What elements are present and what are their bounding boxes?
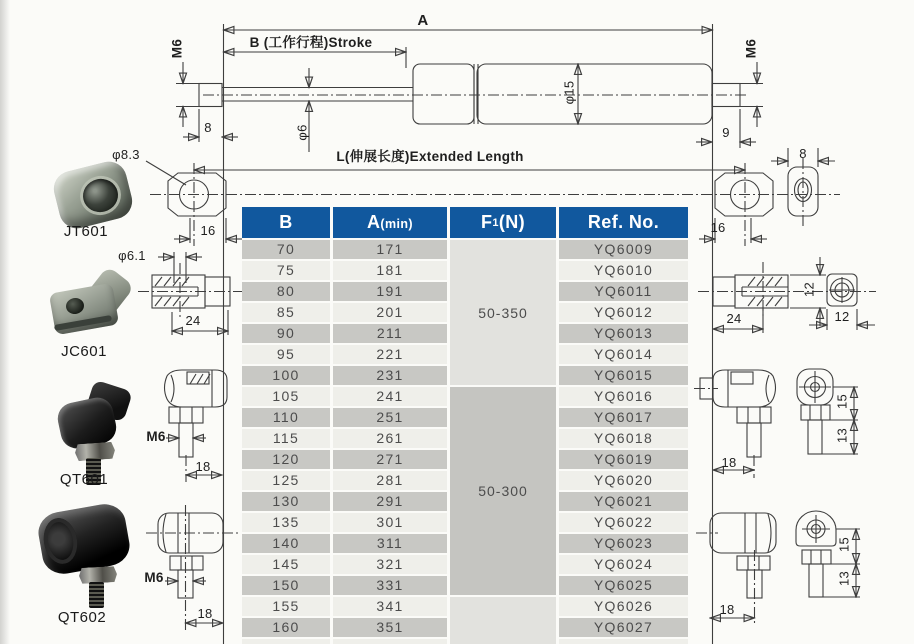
cell-a-19 — [333, 639, 447, 644]
dim-qt602-len-right-label: 18 — [719, 602, 735, 617]
cell-ref-15: YQ6024 — [559, 555, 688, 574]
dim-stroke-label: B (工作行程)Stroke — [249, 35, 373, 50]
dim-overall-length-label: A — [417, 12, 429, 29]
col-header-amin — [333, 207, 447, 238]
cell-a-2: 191 — [333, 282, 447, 301]
cell-b-11: 125 — [242, 471, 330, 490]
col-header-force — [450, 207, 556, 238]
spec-table — [242, 207, 688, 644]
cell-a-12: 291 — [333, 492, 447, 511]
dim-thread-len-left-label: 8 — [204, 120, 212, 135]
dim-clevis-len-right-label: 24 — [726, 311, 742, 326]
cell-a-9: 261 — [333, 429, 447, 448]
cell-b-3: 85 — [242, 303, 330, 322]
cell-f1-group-2 — [450, 597, 556, 644]
col-header-force-main: F — [480, 212, 493, 232]
col-a — [333, 240, 447, 644]
col-ref — [559, 240, 688, 644]
cell-a-6: 231 — [333, 366, 447, 385]
cell-ref-10: YQ6019 — [559, 450, 688, 469]
jc601-name: JC601 — [61, 343, 107, 360]
col-b — [242, 240, 330, 644]
dim-qt602-height-upper-label: 15 — [836, 536, 852, 553]
col-header-stroke — [242, 207, 330, 238]
col-header-ref — [559, 207, 688, 238]
col-header-stroke-label: B — [279, 212, 293, 232]
dim-thread-len-right-label: 9 — [722, 125, 730, 140]
col-header-force-unit: (N) — [498, 212, 526, 232]
cell-ref-7: YQ6016 — [559, 387, 688, 406]
dim-qt601-len-left-label: 18 — [195, 459, 211, 474]
dim-qt602-len-left-label: 18 — [197, 606, 213, 621]
cell-a-0: 171 — [333, 240, 447, 259]
qt602-photo — [40, 504, 130, 610]
cell-ref-11: YQ6020 — [559, 471, 688, 490]
cell-ref-17: YQ6026 — [559, 597, 688, 616]
col-f1 — [450, 240, 556, 644]
cell-b-8: 110 — [242, 408, 330, 427]
cell-a-10: 271 — [333, 450, 447, 469]
dim-extended-length-label: L(伸展长度)Extended Length — [336, 149, 524, 164]
cell-ref-4: YQ6013 — [559, 324, 688, 343]
cell-b-9: 115 — [242, 429, 330, 448]
col-header-force-sub: 1 — [492, 216, 499, 229]
cell-ref-9: YQ6018 — [559, 429, 688, 448]
cell-f1-group-1: 50-300 — [450, 387, 556, 595]
cell-b-5: 95 — [242, 345, 330, 364]
cell-a-3: 201 — [333, 303, 447, 322]
dim-eyelet-thickness-label: 8 — [799, 146, 807, 161]
cell-b-16: 150 — [242, 576, 330, 595]
cell-b-19 — [242, 639, 330, 644]
cell-b-13: 135 — [242, 513, 330, 532]
dim-qt601-height-lower-label: 13 — [834, 427, 850, 444]
cell-ref-0: YQ6009 — [559, 240, 688, 259]
qt602-photo-stud — [89, 582, 104, 608]
cell-ref-8: YQ6017 — [559, 408, 688, 427]
cell-a-14: 311 — [333, 534, 447, 553]
cell-ref-14: YQ6023 — [559, 534, 688, 553]
jc601-photo — [52, 272, 128, 336]
cell-a-13: 301 — [333, 513, 447, 532]
cell-b-12: 130 — [242, 492, 330, 511]
cell-b-10: 120 — [242, 450, 330, 469]
cell-a-15: 321 — [333, 555, 447, 574]
cell-b-15: 145 — [242, 555, 330, 574]
dim-qt602-thread-label: M6 — [144, 570, 164, 585]
dim-eyelet-width-left-label: 16 — [200, 223, 216, 238]
cell-a-11: 281 — [333, 471, 447, 490]
cell-a-7: 241 — [333, 387, 447, 406]
dim-thread-right-label: M6 — [743, 38, 759, 59]
cell-f1-group-0: 50-350 — [450, 240, 556, 385]
cell-ref-16: YQ6025 — [559, 576, 688, 595]
dim-qt601-height-upper-label: 15 — [834, 393, 850, 410]
cell-b-1: 75 — [242, 261, 330, 280]
cell-a-5: 221 — [333, 345, 447, 364]
jt601-photo — [52, 160, 136, 232]
spec-table-body — [242, 240, 688, 644]
cell-b-14: 140 — [242, 534, 330, 553]
col-header-ref-label: Ref. No. — [587, 212, 660, 232]
dim-fork-height-label: 12 — [801, 281, 817, 298]
col-header-amin-sub: (min) — [380, 217, 413, 231]
qt602-name: QT602 — [57, 609, 107, 626]
cell-b-0: 70 — [242, 240, 330, 259]
qt601-name: QT601 — [59, 471, 109, 488]
col-header-amin-main: A — [367, 212, 381, 232]
cell-a-18: 351 — [333, 618, 447, 637]
cell-ref-3: YQ6012 — [559, 303, 688, 322]
cell-b-6: 100 — [242, 366, 330, 385]
dim-clevis-hole-dia-label: φ6.1 — [118, 248, 146, 263]
cell-b-18: 160 — [242, 618, 330, 637]
dim-eyelet-width-right-label: 16 — [710, 220, 726, 235]
dim-qt602-height-lower-label: 13 — [836, 570, 852, 587]
dim-eyelet-hole-dia-label: φ8.3 — [112, 147, 140, 162]
dim-tube-dia-label: φ15 — [561, 80, 577, 105]
dim-qt601-thread-label: M6 — [146, 429, 166, 444]
cell-ref-12: YQ6021 — [559, 492, 688, 511]
dim-thread-left-label: M6 — [169, 38, 185, 59]
jt601-name: JT601 — [63, 223, 109, 240]
cell-b-7: 105 — [242, 387, 330, 406]
cell-ref-1: YQ6010 — [559, 261, 688, 280]
cell-a-8: 251 — [333, 408, 447, 427]
cell-b-2: 80 — [242, 282, 330, 301]
cell-ref-5: YQ6014 — [559, 345, 688, 364]
dim-clevis-len-left-label: 24 — [185, 313, 201, 328]
dim-qt601-len-right-label: 18 — [721, 455, 737, 470]
cell-ref-18: YQ6027 — [559, 618, 688, 637]
cell-a-17: 341 — [333, 597, 447, 616]
cell-ref-2: YQ6011 — [559, 282, 688, 301]
dim-fork-width-label: 12 — [834, 309, 850, 324]
cell-a-1: 181 — [333, 261, 447, 280]
spec-table-header — [242, 207, 688, 238]
cell-a-4: 211 — [333, 324, 447, 343]
cell-b-4: 90 — [242, 324, 330, 343]
dim-rod-dia-label: φ6 — [294, 124, 310, 141]
cell-ref-13: YQ6022 — [559, 513, 688, 532]
cell-a-16: 331 — [333, 576, 447, 595]
cell-b-17: 155 — [242, 597, 330, 616]
cell-ref-6: YQ6015 — [559, 366, 688, 385]
cell-ref-19 — [559, 639, 688, 644]
